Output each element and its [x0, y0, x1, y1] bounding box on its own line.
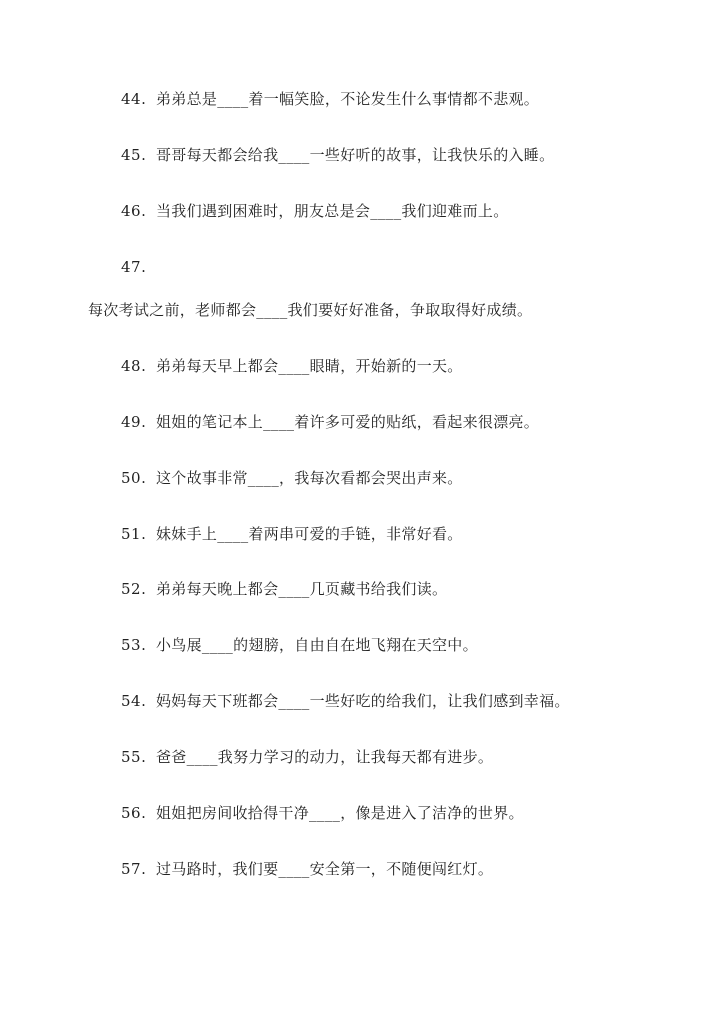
question-text: 妈妈每天下班都会____一些好吃的给我们，让我们感到幸福。 [156, 692, 570, 710]
question-text: 弟弟每天晚上都会____几页藏书给我们读。 [156, 580, 448, 598]
question-text: 姐姐的笔记本上____着许多可爱的贴纸，看起来很漂亮。 [156, 413, 540, 431]
question-number: 47. [121, 258, 147, 276]
question-number: 49. [121, 413, 147, 431]
question-number: 50. [121, 469, 147, 487]
question-number: 51. [121, 525, 147, 543]
question-number: 54. [121, 692, 147, 710]
question-number: 45. [121, 146, 147, 164]
question-text: 小鸟展____的翅膀，自由自在地飞翔在天空中。 [156, 636, 478, 654]
question-number: 53. [121, 636, 147, 654]
question-text: 哥哥每天都会给我____一些好听的故事，让我快乐的入睡。 [156, 146, 555, 164]
question-text: 当我们遇到困难时，朋友总是会____我们迎难而上。 [156, 202, 509, 220]
question-number: 55. [121, 748, 147, 766]
question-number: 46. [121, 202, 147, 220]
question-number: 44. [121, 90, 147, 108]
question-text: 弟弟每天早上都会____眼睛，开始新的一天。 [156, 357, 463, 375]
question-text: 这个故事非常____，我每次看都会哭出声来。 [156, 469, 463, 487]
question-text: 过马路时，我们要____安全第一，不随便闯红灯。 [156, 860, 494, 878]
question-number: 52. [121, 580, 147, 598]
question-text: 每次考试之前，老师都会____我们要好好准备，争取取得好成绩。 [88, 301, 533, 319]
question-number: 57. [121, 860, 147, 878]
question-text: 妹妹手上____着两串可爱的手链，非常好看。 [156, 525, 463, 543]
question-text: 爸爸____我努力学习的动力，让我每天都有进步。 [156, 748, 494, 766]
question-number: 56. [121, 804, 147, 822]
question-number: 48. [121, 357, 147, 375]
question-text: 姐姐把房间收拾得干净____，像是进入了洁净的世界。 [156, 804, 524, 822]
question-text: 弟弟总是____着一幅笑脸，不论发生什么事情都不悲观。 [156, 90, 540, 108]
